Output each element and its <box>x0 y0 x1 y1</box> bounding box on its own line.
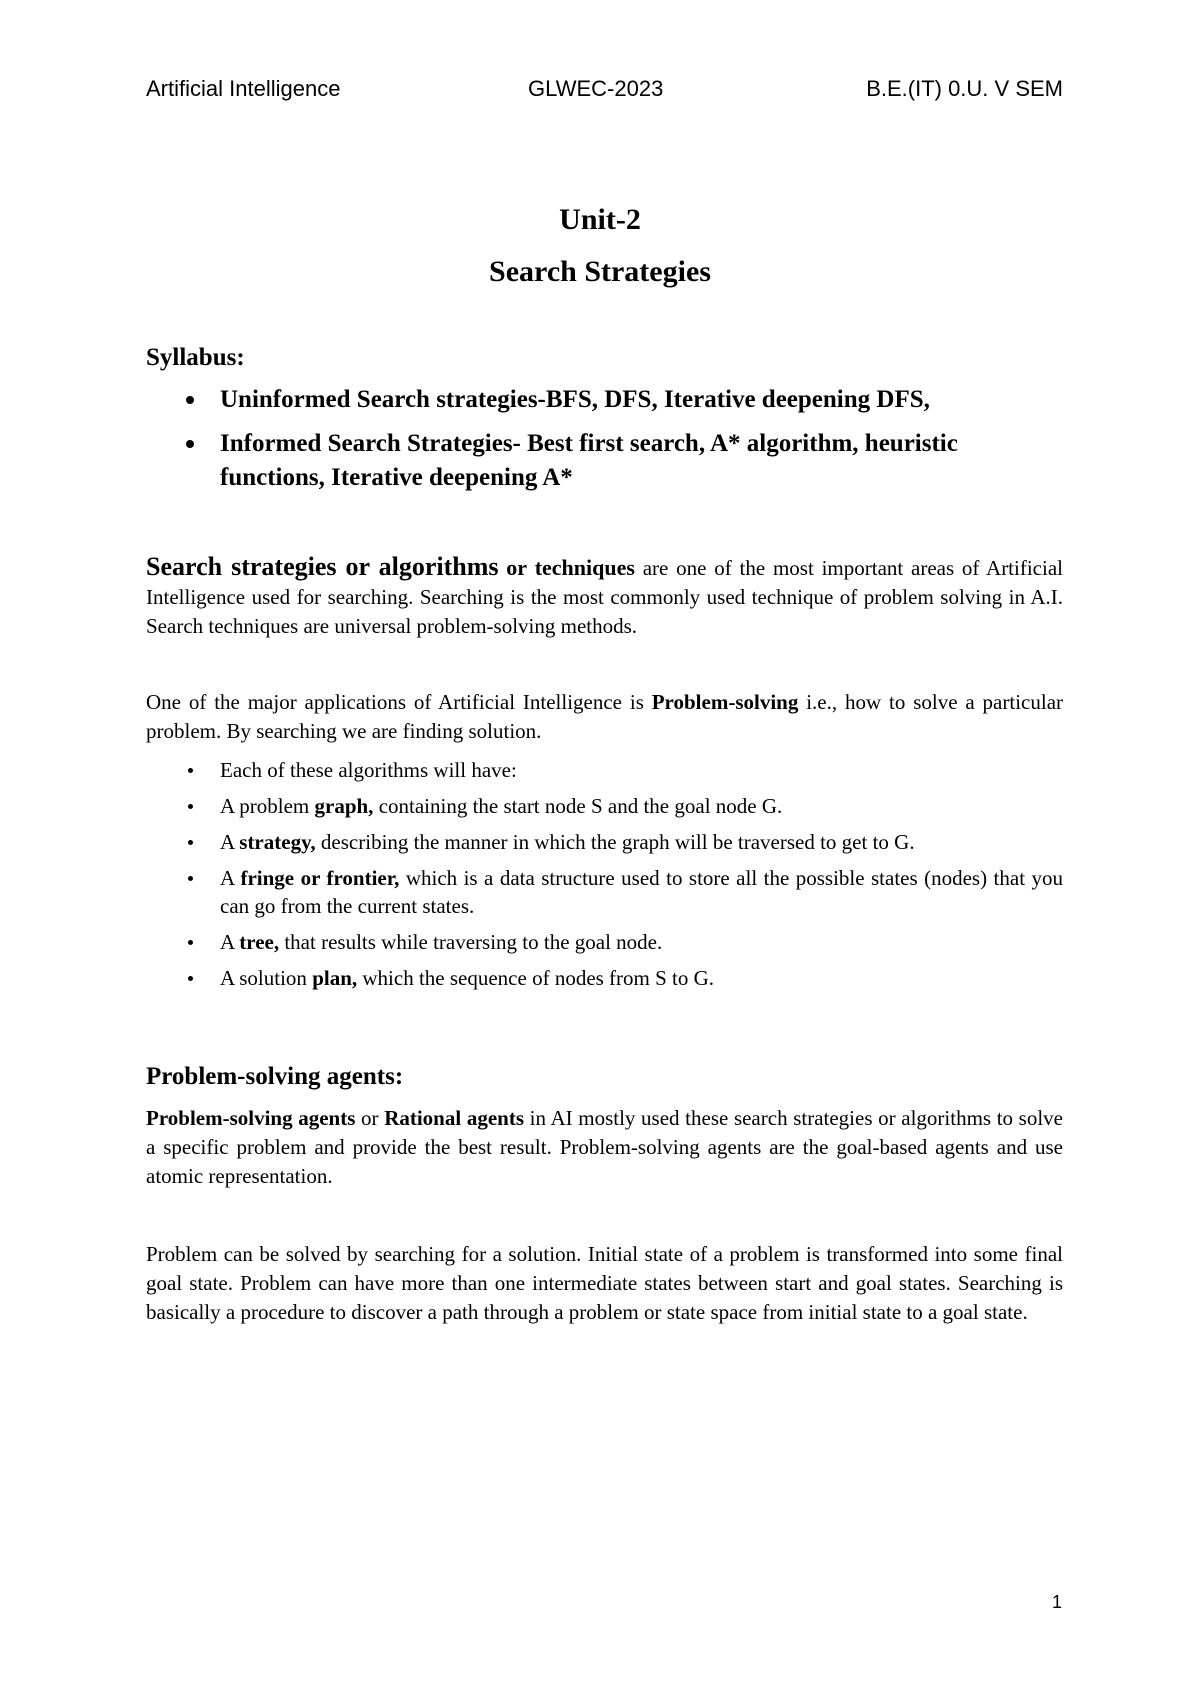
intro-text: are one of the most important areas of Artificial Intelligence used for searching. Searching is the most commonly used technique of problem solving in A.I. Search techniques are universal problem-solving methods. <box>146 556 1063 638</box>
bullet-icon <box>188 940 193 945</box>
page-header <box>146 76 1063 106</box>
list-item-pre: A <box>220 830 235 854</box>
bullet-icon <box>188 976 193 981</box>
bullet-icon <box>186 396 194 404</box>
list-item <box>146 964 1063 992</box>
list-item-term: tree, <box>239 930 280 954</box>
list-item <box>146 864 1063 920</box>
applications-post: i.e., how to solve a particular problem. By searching we are finding solution. <box>146 690 1064 743</box>
list-item-post: which the sequence of nodes from S to G. <box>362 966 715 990</box>
list-item-pre: Each of these algorithms will have: <box>220 758 517 782</box>
list-item-post: describing the manner in which the graph will be traversed to get to G. <box>320 830 915 854</box>
header-course: B.E.(IT) 0.U. V SEM <box>866 76 1063 101</box>
list-item-pre: A solution <box>220 966 307 990</box>
list-item-term: plan, <box>312 966 358 990</box>
list-item-term: fringe or frontier, <box>240 866 400 890</box>
intro-paragraph <box>146 552 1063 641</box>
list-item-pre: A <box>220 930 235 954</box>
applications-paragraph <box>146 688 1063 746</box>
applications-pre: One of the major applications of Artificial Intelligence is <box>146 690 644 714</box>
list-item-post: that results while traversing to the goal node. <box>284 930 663 954</box>
bullet-icon <box>188 876 193 881</box>
section-heading: Problem-solving agents: <box>146 1063 404 1090</box>
list-item <box>146 756 1063 784</box>
header-institution: GLWEC-2023 <box>528 76 664 101</box>
list-item <box>146 928 1063 956</box>
bullet-icon <box>188 804 193 809</box>
list-item-post: which is a data structure used to store all the possible states (nodes) that you can go from the current states. <box>220 866 1063 918</box>
syllabus-list <box>146 383 1063 505</box>
agents-term: Problem-solving agents <box>146 1106 356 1130</box>
list-item <box>146 792 1063 820</box>
bullet-icon <box>188 768 193 773</box>
intro-term: Search strategies or algorithms <box>146 552 499 581</box>
bullet-icon <box>186 440 194 448</box>
applications-term: Problem-solving <box>651 690 799 714</box>
agents-conjunction: or <box>361 1106 379 1130</box>
algorithm-components-list <box>146 756 1063 1000</box>
topic-title: Search Strategies <box>489 255 711 288</box>
syllabus-item <box>146 427 1063 495</box>
solving-paragraph: Problem can be solved by searching for a solution. Initial state of a problem is transformed into some final goal state. Problem can have more than one intermediate states between start and goal states. Searching is basically a procedure to discover a path through a problem or state space from initial state to a goal state. <box>146 1242 1063 1324</box>
list-item-pre: A problem <box>220 794 310 818</box>
unit-title: Unit-2 <box>559 203 641 236</box>
syllabus-item-text: Informed Search Strategies- Best first search, A* algorithm, heuristic functions, Iterative deepening A* <box>220 430 958 491</box>
syllabus-item <box>146 383 1063 417</box>
list-item-term: strategy, <box>239 830 316 854</box>
intro-term-2: or techniques <box>506 555 635 580</box>
page-number: 1 <box>1052 1592 1063 1612</box>
agents-text: in AI mostly used these search strategies or algorithms to solve a specific problem and provide the best result. Problem-solving agents are the goal-based agents and use atomic representation. <box>146 1106 1064 1188</box>
header-subject: Artificial Intelligence <box>146 76 341 101</box>
syllabus-item-text: Uninformed Search strategies-BFS, DFS, Iterative deepening DFS, <box>220 386 930 413</box>
bullet-icon <box>188 840 193 845</box>
list-item-post: containing the start node S and the goal node G. <box>378 794 783 818</box>
agents-paragraph <box>146 1104 1063 1191</box>
list-item <box>146 828 1063 856</box>
list-item-term: graph, <box>314 794 374 818</box>
agents-term-2: Rational agents <box>384 1106 524 1130</box>
list-item-pre: A <box>220 866 235 890</box>
syllabus-heading: Syllabus: <box>146 344 245 371</box>
